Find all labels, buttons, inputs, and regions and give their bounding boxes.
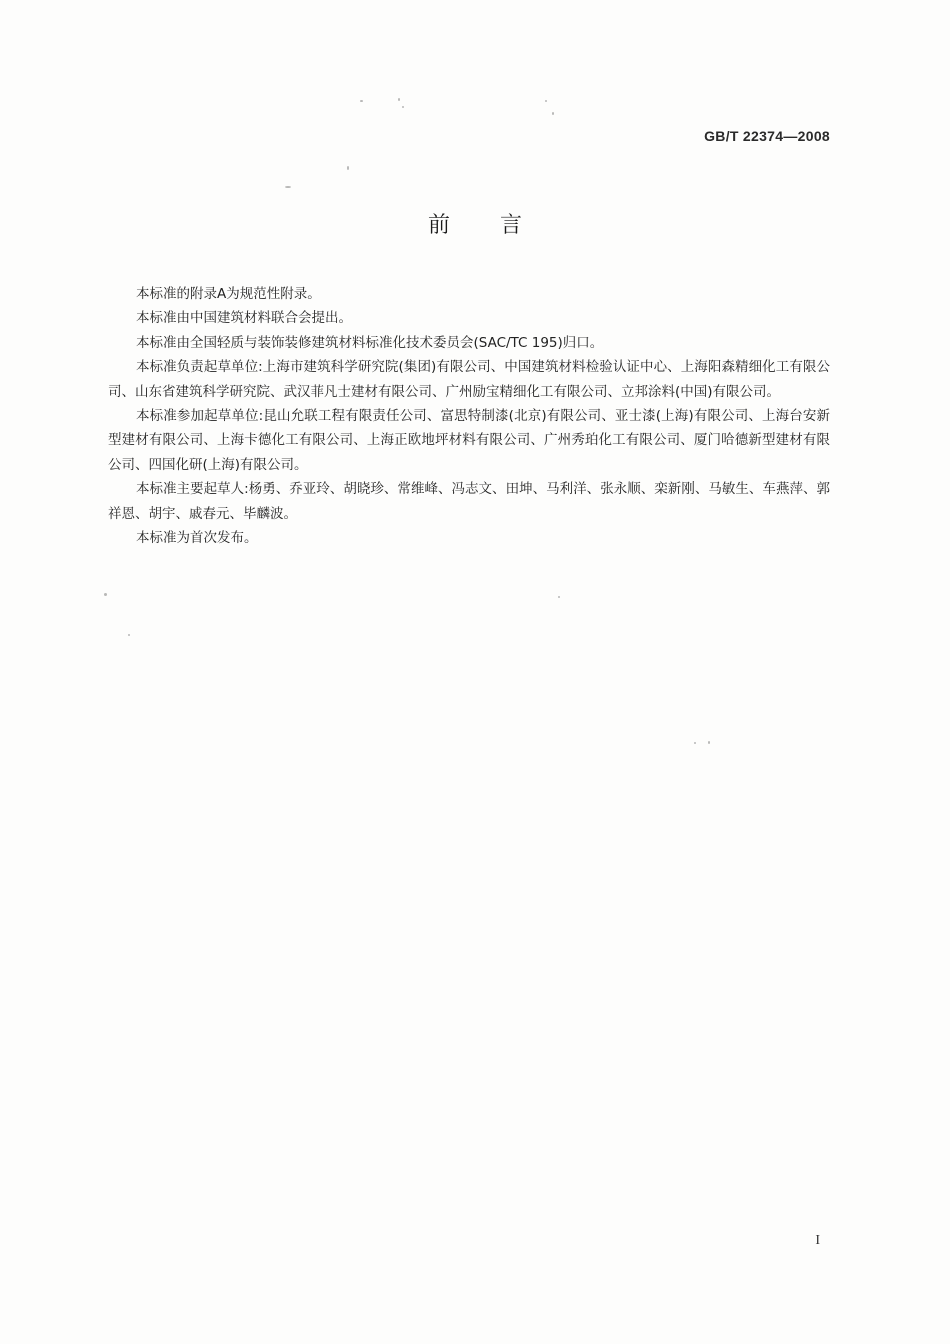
- paragraph-committee: 本标准由全国轻质与装饰装修建筑材料标准化技术委员会(SAC/TC 195)归口。: [136, 334, 604, 351]
- scan-speck: [694, 742, 696, 744]
- scan-speck: [285, 186, 291, 188]
- paragraph-proposer: 本标准由中国建筑材料联合会提出。: [136, 310, 352, 327]
- scan-speck: [402, 106, 404, 108]
- paragraph-annex: 本标准的附录A为规范性附录。: [136, 286, 321, 302]
- scan-speck: [708, 741, 710, 744]
- paragraph-main-drafters: 本标准主要起草人:杨勇、乔亚玲、胡晓珍、常维峰、冯志文、田坤、马利洋、张永顺、栾新刚、马敏生、车燕萍、郭祥恩、胡宇、戚春元、毕麟波。: [108, 481, 830, 522]
- scan-speck: [558, 596, 560, 598]
- scan-speck: [398, 98, 400, 101]
- scan-speck: [104, 593, 107, 596]
- scan-speck: [552, 112, 554, 115]
- scan-speck: [347, 166, 349, 170]
- scan-speck: [545, 100, 547, 102]
- standard-code: GB/T 22374—2008: [704, 128, 830, 144]
- page-number: I: [815, 1233, 820, 1248]
- scan-speck: [360, 100, 363, 102]
- paragraph-first-release: 本标准为首次发布。: [136, 530, 258, 547]
- scan-speck: [128, 634, 130, 636]
- foreword-body: [108, 282, 830, 550]
- paragraph-participating-drafters: 本标准参加起草单位:昆山允联工程有限责任公司、富思特制漆(北京)有限公司、亚士漆(上海)有限公司、上海台安新型建材有限公司、上海卡德化工有限公司、上海正欧地坪材料有限公司、广州秀珀化工有限公司、厦门哈德新型建材有限公司、四国化研(上海)有限公司。: [108, 408, 830, 473]
- paragraph-lead-drafters: 本标准负责起草单位:上海市建筑科学研究院(集团)有限公司、中国建筑材料检验认证中心、上海阳森精细化工有限公司、山东省建筑科学研究院、武汉菲凡士建材有限公司、广州励宝精细化工有限公司、立邦涂料(中国)有限公司。: [108, 359, 830, 400]
- page-title: 前言: [427, 213, 572, 238]
